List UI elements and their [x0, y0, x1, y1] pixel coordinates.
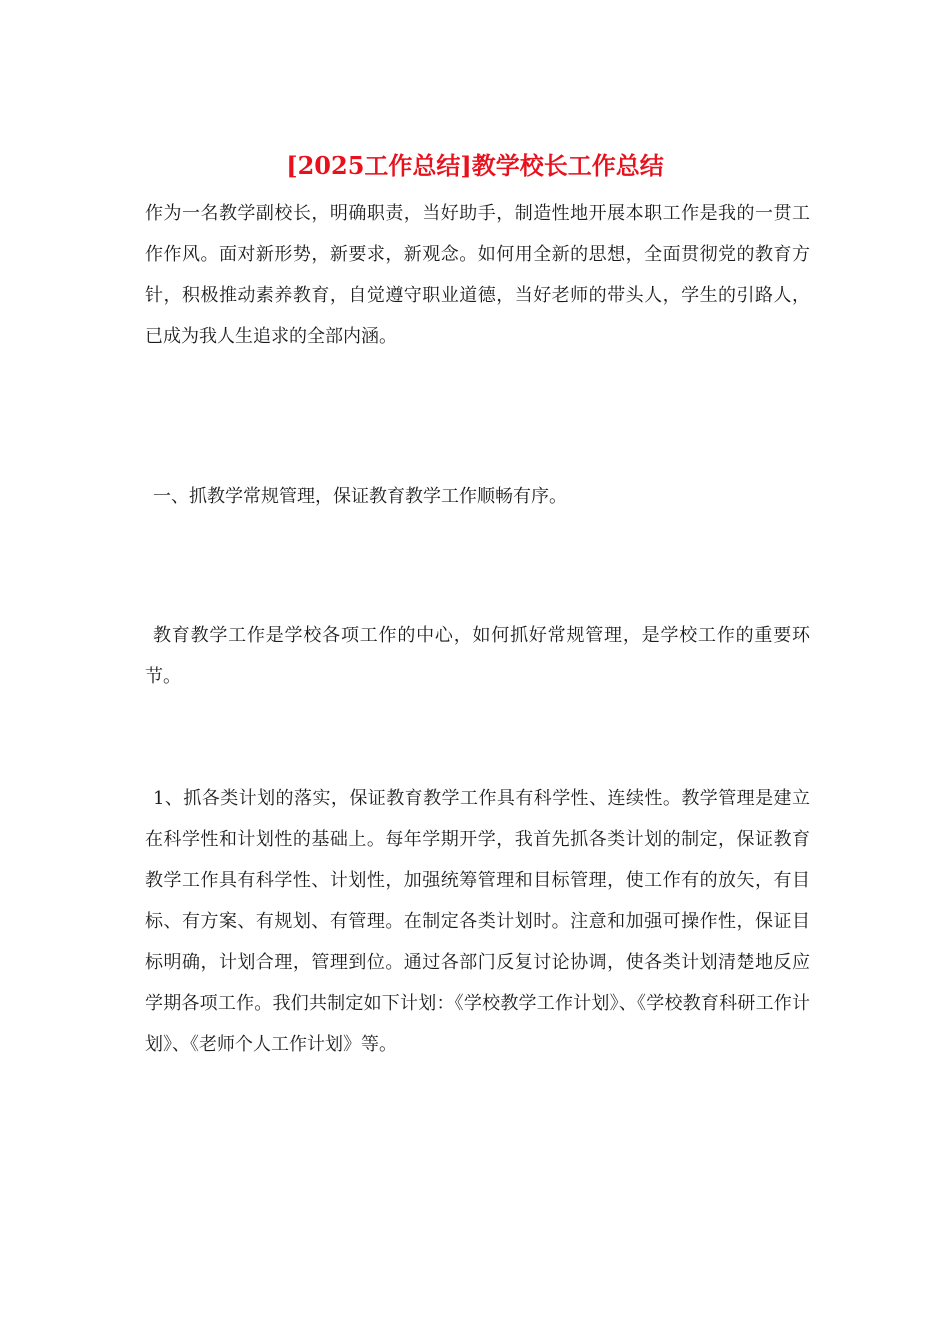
- item-1-paragraph: 1、抓各类计划的落实，保证教育教学工作具有科学性、连续性。教学管理是建立在科学性和计划性的基础上。每年学期开学，我首先抓各类计划的制定，保证教育教学工作具有科学性、计划性，加强统筹管理和目标管理，使工作有的放矢，有目标、有方案、有规划、有管理。在制定各类计划时。注意和加强可操作性，保证目标明确，计划合理，管理到位。通过各部门反复讨论协调，使各类计划清楚地反应学期各项工作。我们共制定如下计划：《学校教学工作计划》、《学校教育科研工作计划》、《老师个人工作计划》等。: [145, 788, 810, 1055]
- section-intro-paragraph: 教育教学工作是学校各项工作的中心，如何抓好常规管理，是学校工作的重要环节。: [145, 625, 810, 687]
- section-heading: 一、抓教学常规管理，保证教育教学工作顺畅有序。: [153, 486, 567, 507]
- intro-paragraph: 作为一名教学副校长，明确职责，当好助手，制造性地开展本职工作是我的一贯工作作风。面对新形势，新要求，新观念。如何用全新的思想，全面贯彻党的教育方针，积极推动素养教育，自觉遵守职业道德，当好老师的带头人，学生的引路人，已成为我人生追求的全部内涵。: [145, 203, 810, 347]
- document-title: [2025工作总结]教学校长工作总结: [286, 151, 664, 180]
